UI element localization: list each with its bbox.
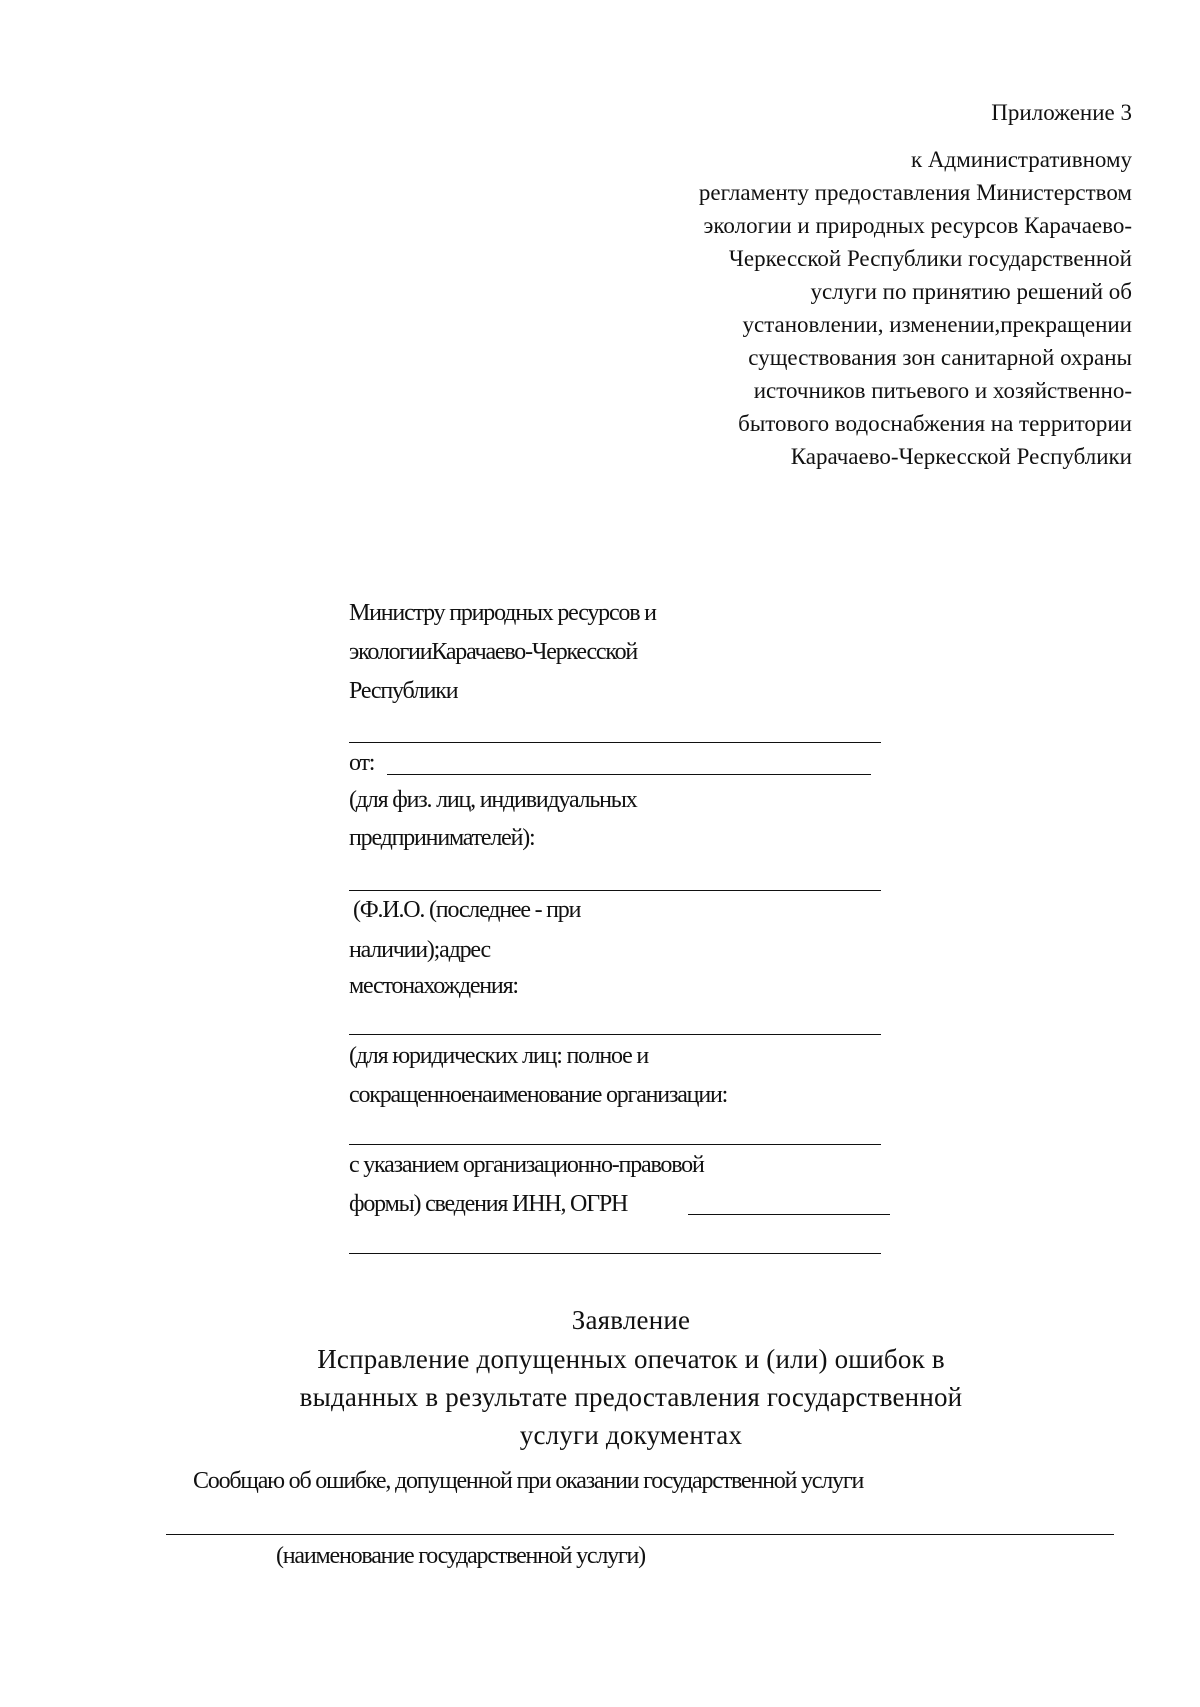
- from-blank-line[interactable]: [387, 774, 871, 775]
- from-label: от:: [349, 750, 375, 776]
- address-blank-line[interactable]: [349, 1034, 881, 1035]
- fio-label-line: (Ф.И.О. (последнее - при: [353, 897, 581, 923]
- statement-subtitle-line: выданных в результате предоставления государственной: [299, 1382, 963, 1412]
- statement-subtitle-line: услуги документах: [519, 1420, 743, 1450]
- appendix-line: регламенту предоставления Министерством: [698, 180, 1132, 205]
- addressee-line: экологииКарачаево-Черкесской: [349, 639, 638, 665]
- addressee-line: Республики: [349, 678, 458, 704]
- phys-label-line: предпринимателей):: [349, 825, 535, 851]
- legal-label-line: (для юридических лиц: полное и: [349, 1043, 648, 1069]
- appendix-line: услуги по принятию решений об: [810, 279, 1132, 304]
- final-addressee-blank-line[interactable]: [349, 1253, 881, 1254]
- inn-ogrn-blank-line[interactable]: [688, 1214, 890, 1215]
- org-blank-line[interactable]: [349, 1144, 881, 1145]
- fio-label-line: наличии);адрес: [349, 937, 490, 963]
- appendix-line: Карачаево-Черкесской Республики: [790, 444, 1132, 469]
- appendix-line: установлении, изменении,прекращении: [742, 312, 1132, 337]
- statement-subtitle-line: Исправление допущенных опечаток и (или) ошибок в: [317, 1344, 945, 1374]
- appendix-line: бытового водоснабжения на территории: [738, 411, 1132, 436]
- legal-label-line: сокращенноенаименование организации:: [349, 1082, 728, 1108]
- phys-label-line: (для физ. лиц, индивидуальных: [349, 787, 637, 813]
- appendix-line: Черкесской Республики государственной: [728, 246, 1132, 271]
- appendix-line: существования зон санитарной охраны: [748, 345, 1132, 370]
- blank-line[interactable]: [349, 742, 881, 743]
- appendix-line: к Административному: [910, 147, 1132, 172]
- appendix-line: экологии и природных ресурсов Карачаево-: [703, 213, 1132, 238]
- fio-label-line: местонахождения:: [349, 973, 518, 999]
- report-line: Сообщаю об ошибке, допущенной при оказании государственной услуги: [193, 1468, 864, 1494]
- phys-blank-line[interactable]: [349, 890, 881, 891]
- addressee-line: Министру природных ресурсов и: [349, 600, 656, 626]
- appendix-line: источников питьевого и хозяйственно-: [753, 378, 1132, 403]
- form-label-line: с указанием организационно-правовой: [349, 1152, 704, 1178]
- service-name-blank-line[interactable]: [166, 1534, 1114, 1535]
- service-caption: (наименование государственной услуги): [276, 1543, 645, 1569]
- statement-title: Заявление: [571, 1305, 691, 1335]
- form-label-line: формы) сведения ИНН, ОГРН: [349, 1191, 628, 1217]
- appendix-title: Приложение 3: [991, 100, 1132, 125]
